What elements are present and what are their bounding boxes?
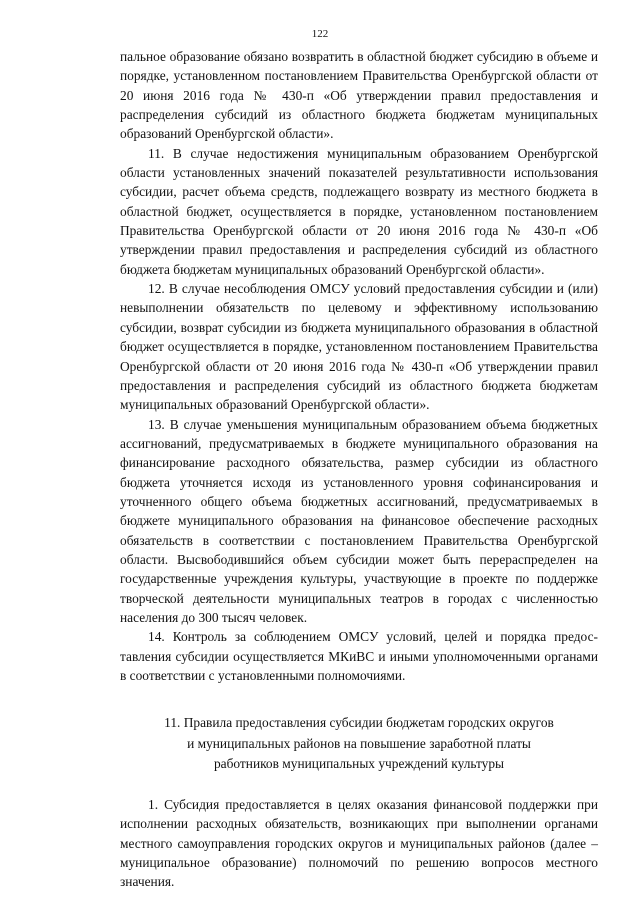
section-title-line-1: 11. Правила предоставления субсидии бюджетам городских округов [164,715,554,731]
paragraph-14: 14. Контроль за соблюдением ОМСУ условий, целей и порядка предоставления субсидии осуществляется МКиВС и иными уполномоченными органами в соответствии с установленными полномочиями. [120,629,598,683]
document-body [120,47,598,892]
paragraph-11: 11. В случае недостижения муниципальным образованием Оренбургской области установленных значений показателей результативности использования субсидии, расчет объема средств, подлежащего возврату из местного бюджета в областной бюджет, осуществляется в порядке, установленном постановлением Правительства Оренбургской области от 20 июня 2016 года № 430-п «Об утверждении правил предоставления и распределения субсидий из областного бюджета бюджетам муниципальных образований Оренбургской области». [120,145,598,277]
section-title [120,713,598,775]
paragraph-13: 13. В случае уменьшения муниципальным образованием объема бюджетных ассигнований, предусматриваемых в бюджете муниципального образования на финансирование расходного обязательства, размер субсидии из областного бюджета уточняется исходя из установленного уровня софинансирования и уточненного общего объема бюджетных ассигнований, предусматриваемых в бюджете муниципального образования на финансовое обеспечение расходных обязательств в соответствии с постановлением Правительства Оренбургской области. Высвободившийся объем субсидии может быть перераспределен на государственные учреждения культуры, участвующие в проекте по поддержке творческой деятельности муниципальных театров в городах с численностью населения до 300 тысяч человек. [120,416,598,625]
paragraph-continuation: пальное образование обязано возвратить в областной бюджет субсидию в объеме и порядке, установленном постановлением Правительства Оренбургской области от 20 июня 2016 года № 430-п «Об утверждении правил предоставления и распределения субсидий из областного бюджета бюджетам муниципальных образований Оренбургской области». [120,49,598,142]
section-paragraph-1: 1. Субсидия предоставляется в целях оказания финансовой поддержки при исполнении расходных обязательств, возникающих при выполнении органами местного самоуправления городских округов и муниципальных районов (далее – муниципальное образование) полномочий по решению вопросов местного значения. [120,796,598,890]
paragraph-12: 12. В случае несоблюдения ОМСУ условий предоставления субсидии и (или) невыполнении обязательств по целевому и эффективному использованию субсидии, возврат субсидии из бюджета муниципального образования в областной бюджет осуществляется в порядке, установленном постановлением Правительства Оренбургской области от 20 июня 2016 года № 430-п «Об утверждении правил предоставления и распределения субсидий из областного бюджета бюджетам муниципальных образований Оренбургской области». [120,281,598,413]
page-number: 122 [311,28,329,40]
section-title-line-3: работников муниципальных учреждений культуры [213,756,505,772]
section-title-line-2: и муниципальных районов на повышение заработной платы [187,735,531,751]
